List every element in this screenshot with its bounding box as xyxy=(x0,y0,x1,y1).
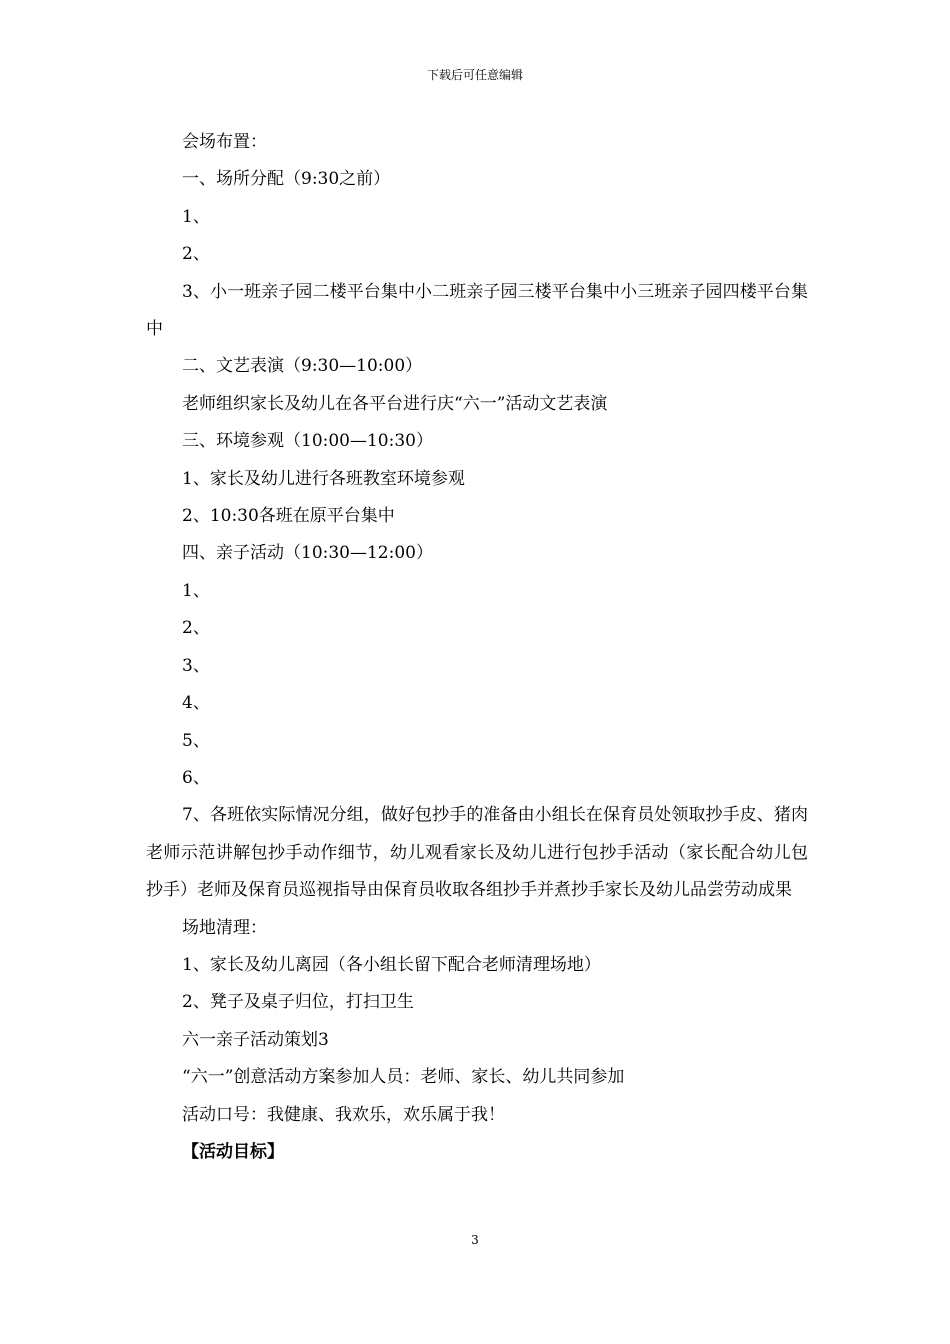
paragraph-item-1: 1、 xyxy=(182,206,210,227)
paragraph-cleanup-2: 2、凳子及桌子归位，打扫卫生 xyxy=(182,992,414,1013)
paragraph-visit-2: 2、10:30各班在原平台集中 xyxy=(182,506,395,527)
page-number: 3 xyxy=(471,1233,479,1247)
paragraph-cleanup: 场地清理： xyxy=(182,917,267,938)
paragraph-item-3: 3、小一班亲子园二楼平台集中小二班亲子园三楼平台集中小三班亲子园四楼平台集中 xyxy=(146,281,808,340)
paragraph-performance: 老师组织家长及幼儿在各平台进行庆“六一”活动文艺表演 xyxy=(182,393,608,414)
paragraph-activity-4: 4、 xyxy=(182,693,210,714)
paragraph-activity-3: 3、 xyxy=(182,655,210,676)
paragraph-objectives-heading: 【活动目标】 xyxy=(182,1141,284,1162)
paragraph-venue-setup: 会场布置： xyxy=(182,132,267,152)
paragraph-section-1: 一、场所分配（9:30之前） xyxy=(182,169,391,190)
paragraph-slogan: 活动口号：我健康、我欢乐，欢乐属于我！ xyxy=(182,1104,505,1125)
paragraph-visit-1: 1、家长及幼儿进行各班教室环境参观 xyxy=(182,468,465,489)
paragraph-activity-2: 2、 xyxy=(182,618,210,639)
paragraph-cleanup-1: 1、家长及幼儿离园（各小组长留下配合老师清理场地） xyxy=(182,954,601,975)
paragraph-activity-7: 7、各班依实际情况分组，做好包抄手的准备由小组长在保育员处领取抄手皮、猪肉老师示范讲解包抄手动作细节，幼儿观看家长及幼儿进行包抄手活动（家长配合幼儿包抄手）老师及保育员巡视指导由保育员收取各组抄手并煮抄手家长及幼儿品尝劳动成果 xyxy=(146,805,808,901)
paragraph-activity-5: 5、 xyxy=(182,730,210,751)
paragraph-item-2: 2、 xyxy=(182,244,210,265)
paragraph-section-3: 三、环境参观（10:00—10:30） xyxy=(182,431,433,452)
page-header: 下载后可任意编辑 xyxy=(426,68,523,82)
paragraph-activity-6: 6、 xyxy=(182,767,210,788)
paragraph-participants: “六一”创意活动方案参加人员：老师、家长、幼儿共同参加 xyxy=(182,1067,625,1088)
paragraph-section-4: 四、亲子活动（10:30—12:00） xyxy=(182,543,433,564)
document-body xyxy=(146,124,808,1171)
paragraph-plan-title: 六一亲子活动策划3 xyxy=(182,1029,329,1050)
paragraph-section-2: 二、文艺表演（9:30—10:00） xyxy=(182,356,423,377)
paragraph-activity-1: 1、 xyxy=(182,580,210,601)
